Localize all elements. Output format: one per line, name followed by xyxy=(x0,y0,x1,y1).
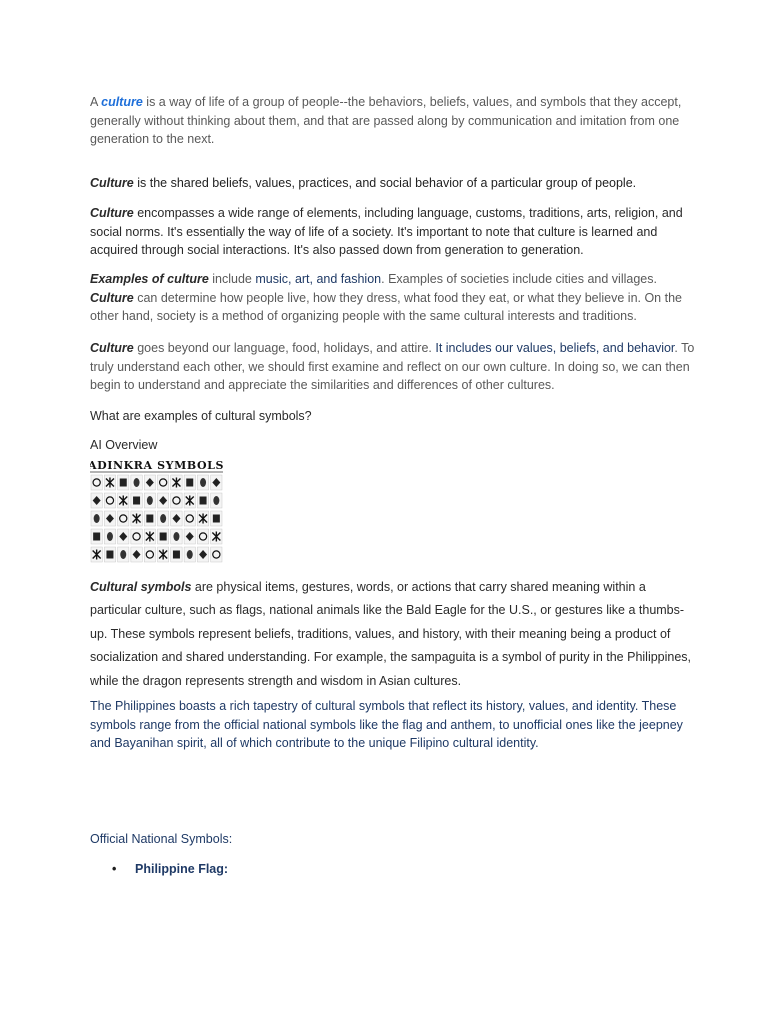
adinkra-title: ADINKRA SYMBOLS xyxy=(90,459,223,472)
adinkra-symbol-icon xyxy=(93,533,100,541)
paragraph-cultural-symbols xyxy=(90,576,696,693)
paragraph-examples xyxy=(90,270,696,326)
paragraph-culture-definition xyxy=(90,93,696,149)
text: A xyxy=(90,95,102,109)
adinkra-symbol-icon xyxy=(213,515,220,523)
highlight-text: It includes our values, beliefs, and behavior xyxy=(435,341,675,355)
term-culture: Culture xyxy=(90,341,134,355)
list-item-label: Philippine Flag: xyxy=(135,862,229,876)
term-culture: culture xyxy=(101,95,143,109)
text: is the shared beliefs, values, practices, and social behavior of a particular group of people. xyxy=(133,176,637,190)
text: are physical items, gestures, words, or actions that carry shared meaning within a particular culture, such as flags, national animals like the Bald Eagle for the U.S., or gestures like a thumbs-up. These symbols represent beliefs, traditions, values, and history, with their meaning being a product of socialization and shared understanding. For example, the sampaguita is a symbol of purity in the Philippines, while the dragon represents strength and wisdom in Asian cultures. xyxy=(90,580,692,688)
term-examples: Examples of culture xyxy=(90,272,209,286)
official-symbols-heading: Official National Symbols: xyxy=(90,832,233,846)
term-culture: Culture xyxy=(90,176,134,190)
paragraph-philippines: The Philippines boasts a rich tapestry of cultural symbols that reflect its history, values, and identity. These symbols range from the official national symbols like the flag and anthem, to unofficial ones like the jeepney and Bayanihan spirit, all of which contribute to the unique Filipino cultural identity. xyxy=(90,699,683,750)
adinkra-symbol-icon xyxy=(160,514,166,523)
adinkra-symbol-icon xyxy=(213,496,219,505)
ai-overview-label: AI Overview xyxy=(90,438,158,452)
term-cultural-symbols: Cultural symbols xyxy=(90,580,192,594)
list-item xyxy=(112,860,228,878)
adinkra-symbol-icon xyxy=(134,478,140,487)
adinkra-symbol-icon xyxy=(173,532,179,541)
adinkra-symbol-icon xyxy=(200,497,207,505)
text: is a way of life of a group of people--the behaviors, beliefs, values, and symbols that they accept, generally without thinking about them, and that are passed along by communication and imitation from one generation to the next. xyxy=(90,95,682,146)
adinkra-symbols-image xyxy=(90,458,223,564)
adinkra-symbol-icon xyxy=(107,532,113,541)
paragraph-culture-shared xyxy=(90,174,696,193)
highlight-text: music, art, and fashion xyxy=(255,272,382,286)
adinkra-symbol-icon xyxy=(133,497,140,505)
adinkra-symbol-icon xyxy=(106,551,113,559)
adinkra-icon xyxy=(90,458,223,564)
text: include xyxy=(208,272,256,286)
question-heading: What are examples of cultural symbols? xyxy=(90,409,312,423)
paragraph-culture-elements xyxy=(90,204,696,260)
text: . To truly understand each other, we should first examine and reflect on our own culture. In doing so, we can then begin to understand and appreciate the similarities and differences of other cultures. xyxy=(90,341,695,392)
text: can determine how people live, how they dress, what food they eat, or what they believe in. On the other hand, society is a method of organizing people with the same cultural interests and traditions. xyxy=(90,290,682,323)
symbol-grid xyxy=(91,475,222,562)
text: . Examples of societies include cities and villages. xyxy=(381,272,657,286)
adinkra-symbol-icon xyxy=(200,478,206,487)
bullet: • xyxy=(112,862,117,876)
adinkra-symbol-icon xyxy=(173,551,180,559)
text: goes beyond our language, food, holidays, and attire. xyxy=(133,341,436,355)
adinkra-symbol-icon xyxy=(120,550,126,559)
text: encompasses a wide range of elements, including language, customs, traditions, arts, religion, and social norms. It's essentially the way of life of a society. It's important to note that culture is learned and acquired through social interactions. It's also passed down from generation to generation. xyxy=(90,206,683,257)
adinkra-symbol-icon xyxy=(120,479,127,487)
adinkra-symbol-icon xyxy=(94,514,100,523)
term-culture: Culture xyxy=(90,290,134,305)
adinkra-symbol-icon xyxy=(187,550,193,559)
symbols-list xyxy=(112,860,228,878)
adinkra-symbol-icon xyxy=(146,515,153,523)
adinkra-symbol-icon xyxy=(147,496,153,505)
paragraph-beyond xyxy=(90,339,696,395)
adinkra-symbol-icon xyxy=(186,479,193,487)
adinkra-symbol-icon xyxy=(160,533,167,541)
term-culture: Culture xyxy=(90,206,134,220)
